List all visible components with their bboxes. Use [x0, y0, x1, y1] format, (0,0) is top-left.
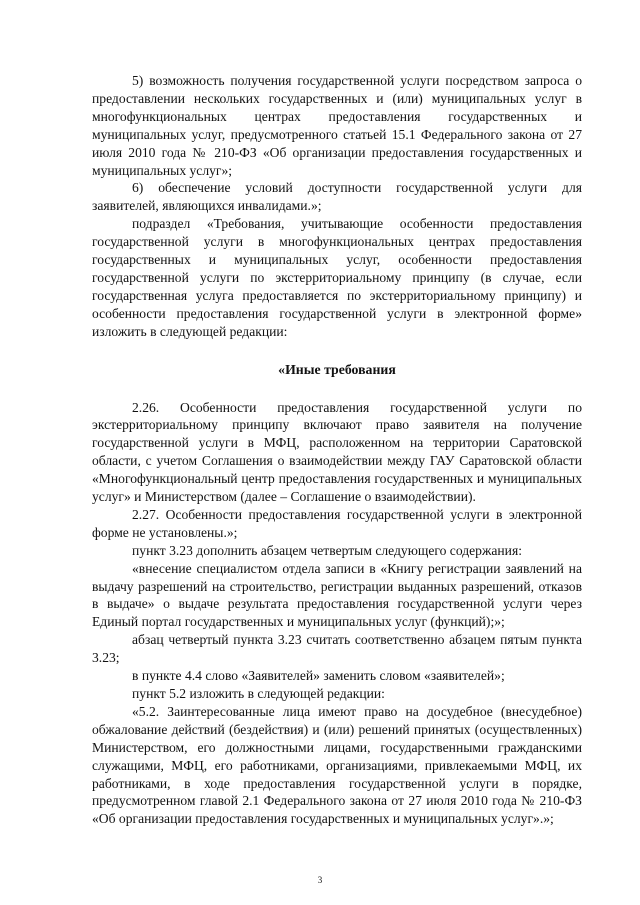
paragraph-item-6: 6) обеспечение условий доступности государственной услуги для заявителей, являющихся инвалидами.»; [92, 180, 582, 214]
paragraph-2-27: 2.27. Особенности предоставления государственной услуги в электронной форме не установлены.»; [92, 506, 582, 540]
page-number: 3 [317, 875, 323, 885]
paragraph-subsection-requirements: подраздел «Требования, учитывающие особенности предоставления государственной услуги в многофункциональных центрах предоставления государственных и муниципальных услуг, особенности предоставления государственной услуги по экстерриториальному принципу (в случае, если государственная услуга предоставляется по экстерриториальному принципу) и особенности предоставления государственной услуги в электронной форме» изложить в следующей редакции: [92, 216, 582, 339]
paragraph-3-23-amend: пункт 3.23 дополнить абзацем четвертым следующего содержания: [132, 542, 522, 558]
section-heading: «Иные требования [278, 361, 396, 377]
paragraph-4-4: в пункте 4.4 слово «Заявителей» заменить словом «заявителей»; [132, 668, 505, 684]
paragraph-2-26: 2.26. Особенности предоставления государственной услуги по экстерриториальному принципу включают право заявителя на получение государственной услуги в МФЦ, расположенном на территории Саратовской области, с учетом Соглашения о взаимодействии между ГАУ Саратовской области «Многофункциональный центр предоставления государственных и муниципальных услуг» и Министерством (далее – Соглашение о взаимодействии). [92, 399, 582, 505]
paragraph-5-2-text: «5.2. Заинтересованные лица имеют право на досудебное (внесудебное) обжалование действий (бездействия) и (или) решений принятых (осуществленных) Министерством, его должностными лицами, государственными гражданскими служащими, МФЦ, его работниками, организациями, привлекаемыми МФЦ, их работниками, в ходе предоставления государственной услуги в порядке, предусмотренном главой 2.1 Федерального закона от 27 июля 2010 года № 210-ФЗ «Об организации предоставления государственных и муниципальных услуг».»; [92, 703, 582, 827]
paragraph-5-2-intro: пункт 5.2 изложить в следующей редакции: [132, 686, 385, 701]
paragraph-3-23-renumber: абзац четвертый пункта 3.23 считать соответственно абзацем пятым пункта 3.23; [92, 632, 582, 666]
paragraph-item-5: 5) возможность получения государственной услуги посредством запроса о предоставлении нескольких государственных и (или) муниципальных услуг в многофункциональных центрах предоставления государственных и муниципальных услуг, предусмотренного статьей 15.1 Федерального закона от 27 июля 2010 года № 210-ФЗ «Об организации предоставления государственных и муниципальных услуг»; [92, 73, 582, 178]
paragraph-quote-registration: «внесение специалистом отдела записи в «Книгу регистрации заявлений на выдачу разрешений на строительство, регистрации выданных разрешений, отказов в выдаче» о выдаче результата предоставления государственной услуги через Единый портал государственных и муниципальных услуг (функций);»; [92, 560, 582, 630]
